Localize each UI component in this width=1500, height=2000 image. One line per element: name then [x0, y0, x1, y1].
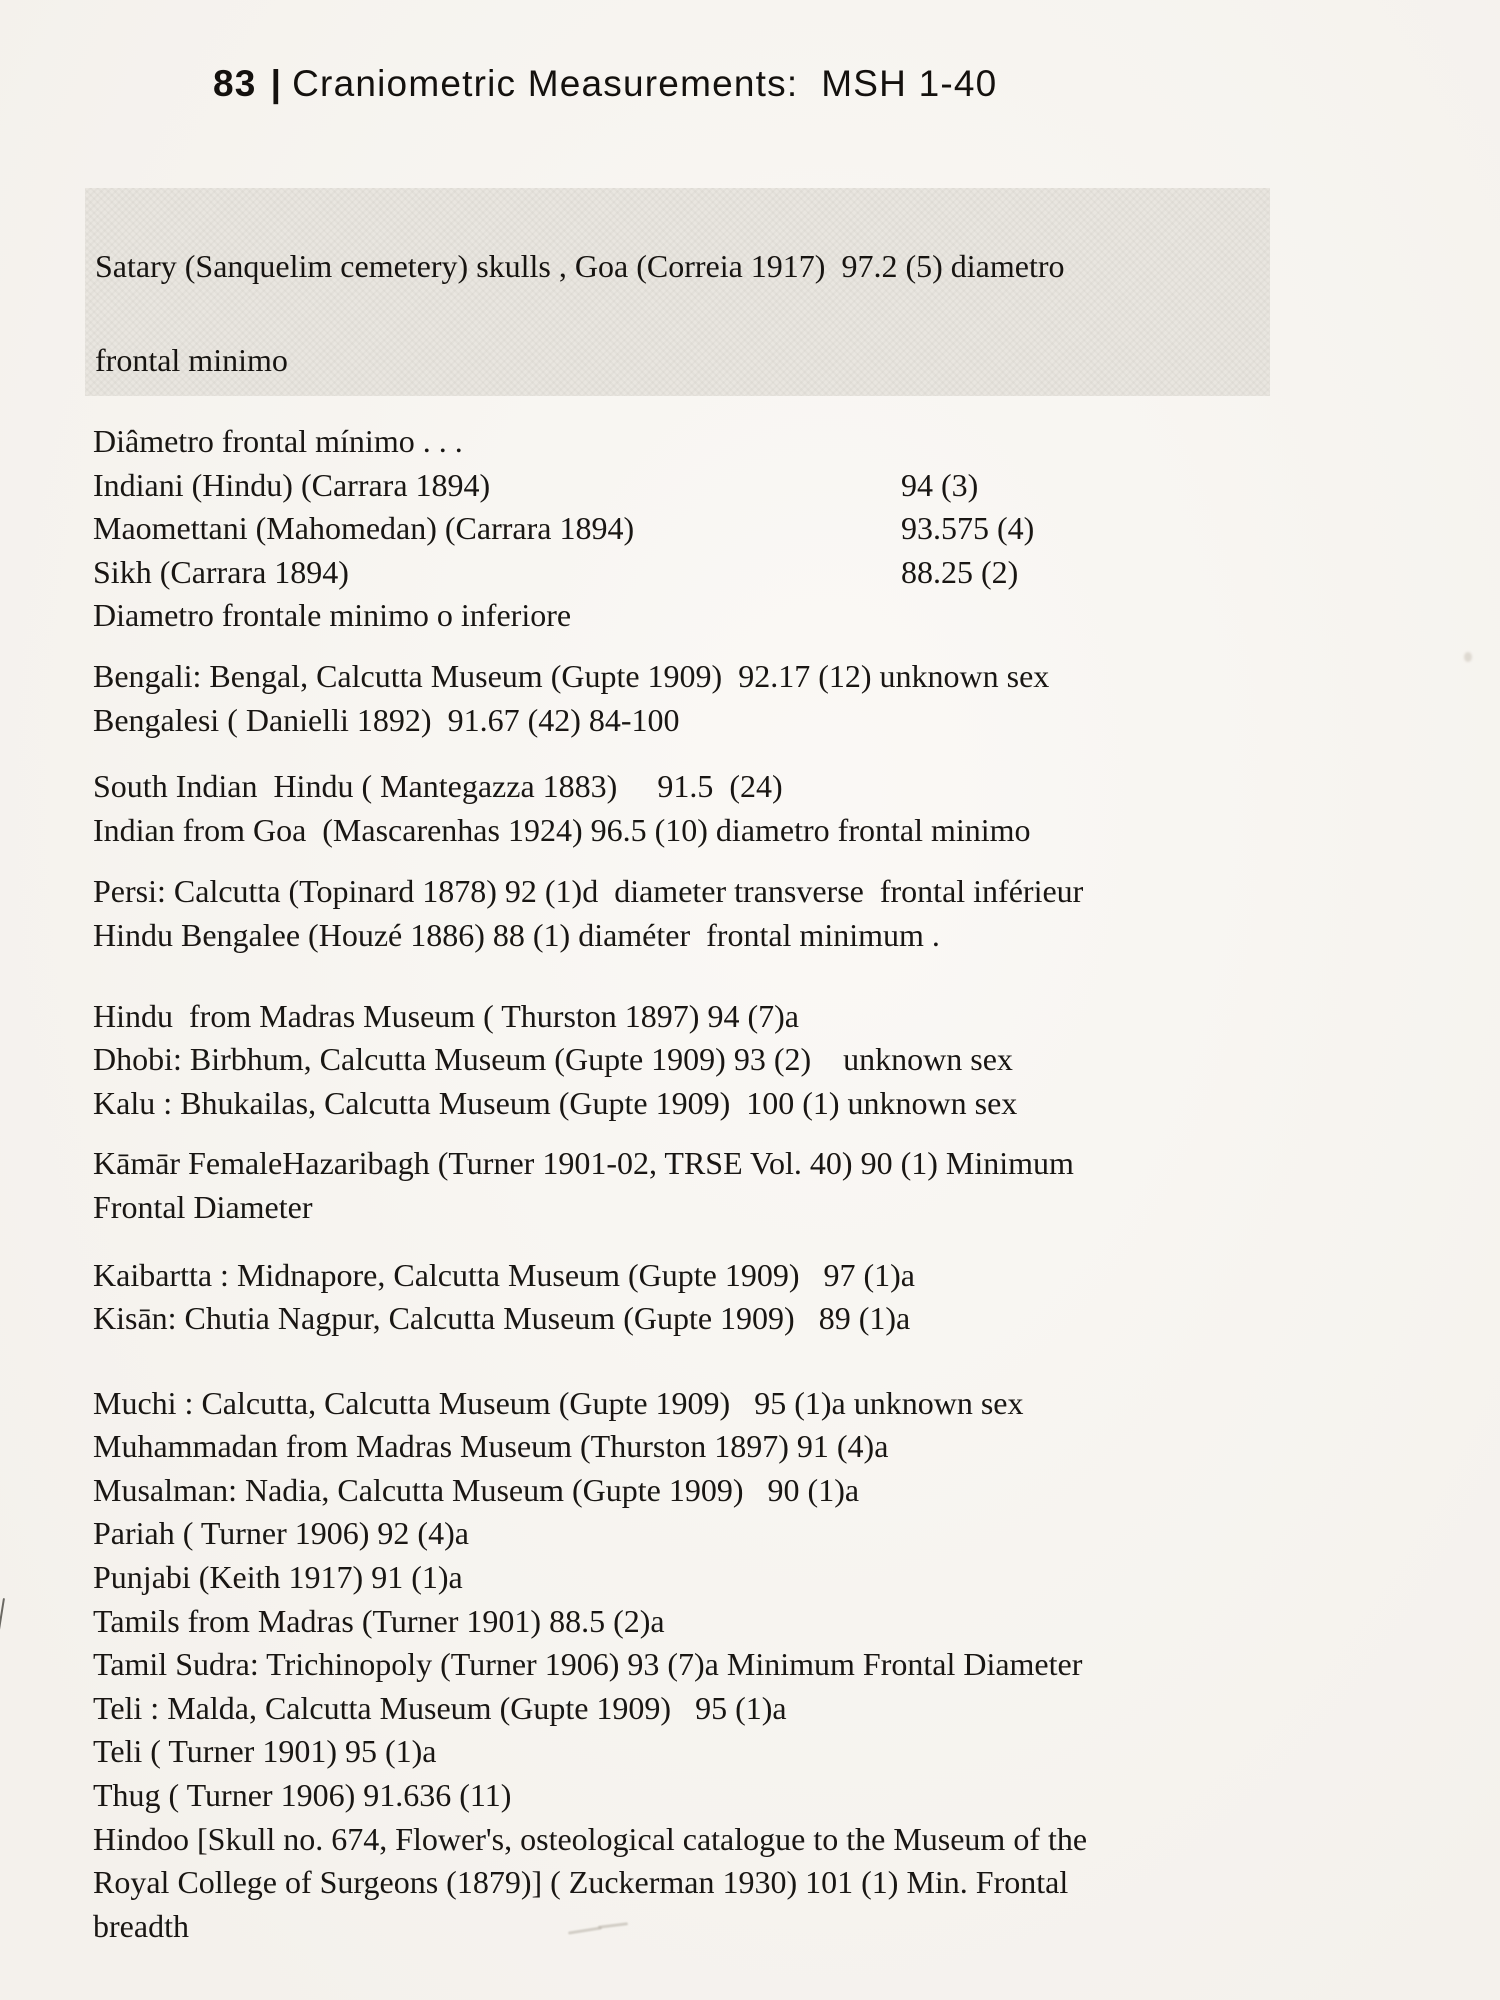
paragraph-group	[93, 1254, 1473, 1341]
text-line	[93, 1425, 1473, 1469]
text-line	[93, 1643, 1473, 1687]
text-line	[93, 870, 1473, 914]
line-text: Royal College of Surgeons (1879)] ( Zuckerman 1930) 101 (1) Min. Frontal	[93, 1864, 1069, 1901]
text-line	[93, 699, 1473, 743]
value-column: 94 (3)	[901, 466, 979, 503]
text-line	[93, 1512, 1473, 1556]
line-text: Punjabi (Keith 1917) 91 (1)a	[93, 1559, 463, 1596]
line-text: Teli : Malda, Calcutta Museum (Gupte 1909) 95 (1)a	[93, 1689, 787, 1726]
line-text: Teli ( Turner 1901) 95 (1)a	[93, 1733, 437, 1770]
text-line	[93, 1600, 1473, 1644]
line-text: Hindu Bengalee (Houzé 1886) 88 (1) diaméter frontal minimum .	[93, 916, 940, 953]
line-text: Bengali: Bengal, Calcutta Museum (Gupte 1909) 92.17 (12) unknown sex	[93, 657, 1050, 694]
line-text: Kisān: Chutia Nagpur, Calcutta Museum (Gupte 1909) 89 (1)a	[93, 1300, 911, 1337]
text-line	[93, 464, 1473, 508]
text-line	[93, 507, 1473, 551]
text-line	[93, 914, 1473, 958]
paragraph-group	[93, 765, 1473, 852]
line-text: Bengalesi ( Danielli 1892) 91.67 (42) 84-100	[93, 701, 680, 738]
line-text: Persi: Calcutta (Topinard 1878) 92 (1)d diameter transverse frontal inférieur	[93, 873, 1084, 910]
text-line	[93, 1905, 1473, 1949]
line-text: Indiani (Hindu) (Carrara 1894)	[93, 466, 491, 503]
text-line	[93, 1774, 1473, 1818]
line-text: Frontal Diameter	[93, 1188, 313, 1225]
text-line	[93, 1861, 1473, 1905]
line-text: breadth	[93, 1907, 189, 1944]
highlight-line-1: Satary (Sanquelim cemetery) skulls , Goa (Correia 1917) 97.2 (5) diametro	[95, 248, 1065, 284]
text-line	[93, 1254, 1473, 1298]
text-line	[93, 655, 1473, 699]
line-text: Musalman: Nadia, Calcutta Museum (Gupte 1909) 90 (1)a	[93, 1471, 860, 1508]
text-line	[93, 1469, 1473, 1513]
text-line	[93, 1142, 1473, 1186]
text-line	[93, 1382, 1473, 1426]
line-text: Indian from Goa (Mascarenhas 1924) 96.5 (10) diametro frontal minimo	[93, 811, 1031, 848]
text-line	[93, 765, 1473, 809]
line-text: Pariah ( Turner 1906) 92 (4)a	[93, 1515, 469, 1552]
text-line	[93, 420, 1473, 464]
line-text: Diametro frontale minimo o inferiore	[93, 597, 572, 634]
text-line	[93, 995, 1473, 1039]
text-line	[93, 1038, 1473, 1082]
scan-scratch-mark	[0, 1598, 5, 1664]
line-text: Hindoo [Skull no. 674, Flower's, osteological catalogue to the Museum of the	[93, 1820, 1088, 1857]
line-text: South Indian Hindu ( Mantegazza 1883) 91.5 (24)	[93, 768, 783, 805]
text-line	[93, 1297, 1473, 1341]
header-title: Craniometric Measurements: MSH 1-40	[292, 63, 998, 104]
line-text: Diâmetro frontal mínimo . . .	[93, 423, 463, 459]
line-text: Hindu from Madras Museum ( Thurston 1897) 94 (7)a	[93, 997, 799, 1034]
highlight-line-2: frontal minimo	[95, 342, 288, 378]
body-text-block	[93, 420, 1473, 1948]
line-text: Maomettani (Mahomedan) (Carrara 1894)	[93, 510, 635, 547]
line-text: Dhobi: Birbhum, Calcutta Museum (Gupte 1909) 93 (2) unknown sex	[93, 1041, 1013, 1078]
page-header	[213, 62, 997, 106]
text-line	[93, 1186, 1473, 1230]
paragraph-group	[93, 1142, 1473, 1229]
line-text: Tamils from Madras (Turner 1901) 88.5 (2)a	[93, 1602, 665, 1639]
line-text: Kaibartta : Midnapore, Calcutta Museum (Gupte 1909) 97 (1)a	[93, 1256, 915, 1293]
line-text: Sikh (Carrara 1894)	[93, 553, 349, 590]
paragraph-group	[93, 995, 1473, 1126]
line-text: Tamil Sudra: Trichinopoly (Turner 1906) 93 (7)a Minimum Frontal Diameter	[93, 1646, 1083, 1683]
text-line	[93, 1082, 1473, 1126]
line-text: Muchi : Calcutta, Calcutta Museum (Gupte 1909) 95 (1)a unknown sex	[93, 1384, 1024, 1421]
line-text: Kalu : Bhukailas, Calcutta Museum (Gupte 1909) 100 (1) unknown sex	[93, 1084, 1018, 1121]
text-line	[93, 1818, 1473, 1862]
line-text: Thug ( Turner 1906) 91.636 (11)	[93, 1777, 512, 1814]
value-column: 88.25 (2)	[901, 553, 1019, 590]
line-text: Kāmār FemaleHazaribagh (Turner 1901-02, TRSE Vol. 40) 90 (1) Minimum	[93, 1145, 1074, 1182]
highlight-band	[85, 188, 1270, 396]
text-line	[93, 1556, 1473, 1600]
paragraph-group	[93, 420, 1473, 638]
paragraph-group	[93, 655, 1473, 742]
text-line	[93, 809, 1473, 853]
paragraph-group	[93, 870, 1473, 957]
scan-speck	[1464, 652, 1472, 662]
paragraph-group	[93, 1382, 1473, 1949]
line-text: Muhammadan from Madras Museum (Thurston 1897) 91 (4)a	[93, 1428, 889, 1465]
text-line	[93, 1687, 1473, 1731]
value-column: 93.575 (4)	[901, 510, 1035, 547]
text-line	[93, 1730, 1473, 1774]
header-separator: |	[270, 63, 283, 104]
page-number: 83	[213, 63, 257, 104]
text-line	[93, 594, 1473, 638]
text-line	[93, 551, 1473, 595]
